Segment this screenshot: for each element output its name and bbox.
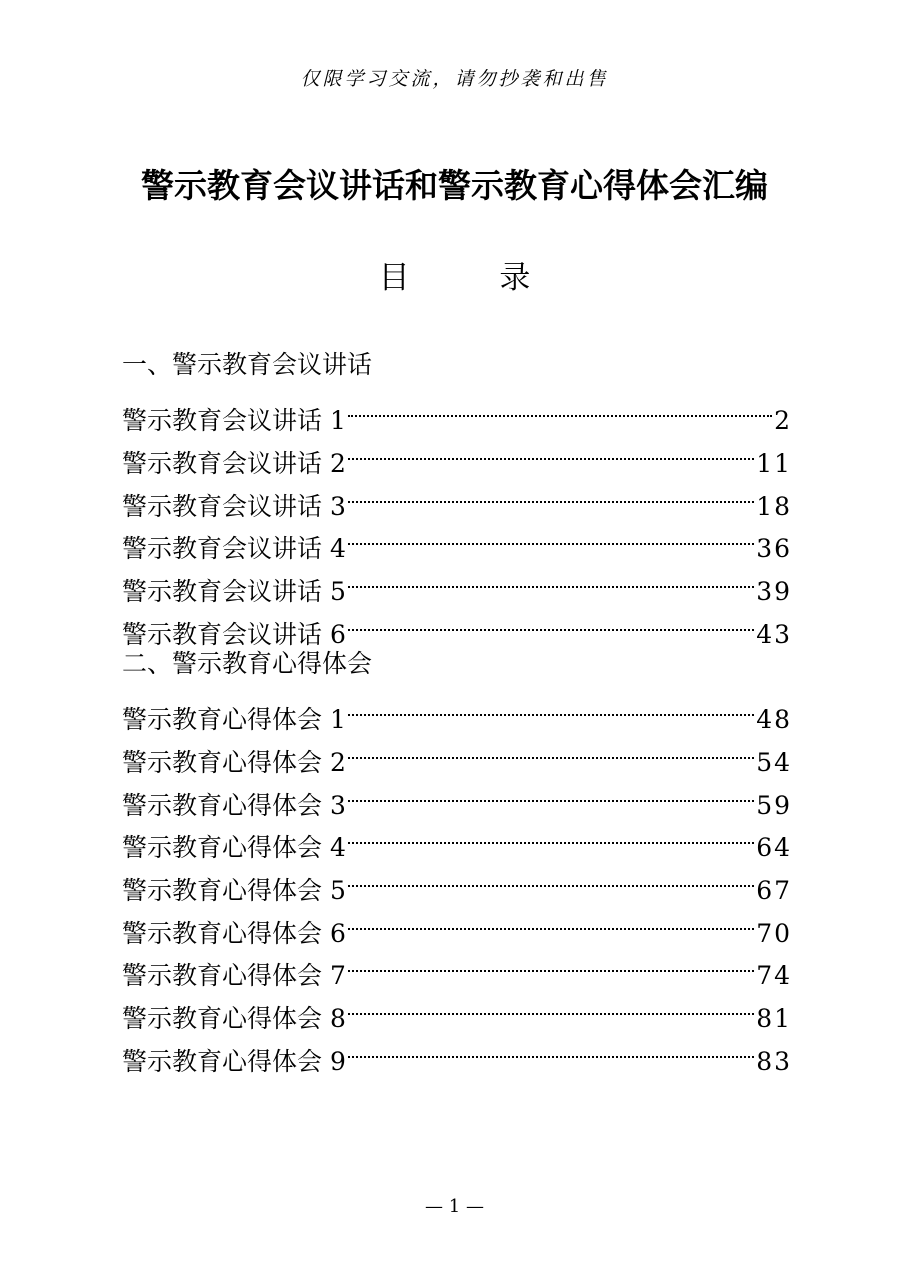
toc-leader-dots xyxy=(346,814,756,857)
toc-page-number: 39 xyxy=(756,577,792,607)
toc-leader-dots xyxy=(346,387,774,430)
toc-entry-label: 警示教育心得体会 4 xyxy=(122,833,346,863)
toc-leader-dots xyxy=(346,942,756,985)
toc-leader-dots xyxy=(346,600,756,643)
toc-leader-dots xyxy=(346,899,756,942)
toc-page-number: 74 xyxy=(756,961,792,991)
toc-leader-dots xyxy=(346,472,756,515)
toc-leader-dots xyxy=(346,771,756,814)
toc-page-number: 67 xyxy=(756,875,792,905)
toc-entry[interactable] xyxy=(122,686,792,735)
toc-entry-label: 警示教育会议讲话 4 xyxy=(122,534,346,564)
toc-page-number: 83 xyxy=(756,1046,792,1076)
toc-entry-label: 警示教育心得体会 5 xyxy=(122,875,346,905)
toc-section-heading: 二、警示教育心得体会 xyxy=(122,648,373,678)
toc-entry-label: 警示教育心得体会 8 xyxy=(122,1004,346,1033)
toc-entry-label: 警示教育心得体会 6 xyxy=(122,918,346,948)
toc-page-number: 11 xyxy=(756,449,792,479)
toc-leader-dots xyxy=(346,856,756,899)
toc-heading: 目 录 xyxy=(378,260,571,296)
toc-leader-dots xyxy=(346,728,756,771)
toc-page-number: 36 xyxy=(756,534,792,564)
toc-entry-label: 警示教育会议讲话 3 xyxy=(122,491,346,521)
toc-entry-label: 警示教育会议讲话 5 xyxy=(122,577,346,607)
toc-page-number: 64 xyxy=(756,833,792,863)
header-note: 仅限学习交流，请勿抄袭和出售 xyxy=(300,68,609,90)
toc-entry-label: 警示教育心得体会 2 xyxy=(122,747,346,777)
toc-page-number: 54 xyxy=(756,747,792,777)
toc-page-number: 59 xyxy=(756,790,792,820)
toc-leader-dots xyxy=(346,429,756,472)
toc-entry[interactable] xyxy=(122,387,792,436)
toc-entry-label: 警示教育会议讲话 6 xyxy=(122,619,346,649)
toc-entry-label: 警示教育会议讲话 1 xyxy=(122,406,346,436)
document-title: 警示教育会议讲话和警示教育心得体会汇编 xyxy=(141,166,768,205)
toc-leader-dots xyxy=(346,984,756,1027)
toc-entry-label: 警示教育心得体会 3 xyxy=(122,790,346,820)
toc-entry-label: 警示教育心得体会 1 xyxy=(122,705,346,735)
toc-page-number: 2 xyxy=(774,406,792,436)
toc-page-number: 43 xyxy=(756,619,792,649)
toc-leader-dots xyxy=(346,515,756,558)
toc-entry-label: 警示教育心得体会 9 xyxy=(122,1046,346,1076)
toc-leader-dots xyxy=(346,686,756,729)
toc-page-number: 81 xyxy=(756,1004,792,1033)
toc-page-number: 70 xyxy=(756,918,792,948)
toc-leader-dots xyxy=(346,557,756,600)
toc-page-number: 18 xyxy=(756,491,792,521)
table-of-contents xyxy=(122,344,792,1076)
toc-entry-label: 警示教育会议讲话 2 xyxy=(122,449,346,479)
toc-entry-label: 警示教育心得体会 7 xyxy=(122,961,346,991)
toc-leader-dots xyxy=(346,1027,756,1070)
toc-section-heading: 一、警示教育会议讲话 xyxy=(122,350,373,379)
toc-page-number: 48 xyxy=(756,705,792,735)
page-number-footer: — 1 — xyxy=(425,1196,484,1217)
